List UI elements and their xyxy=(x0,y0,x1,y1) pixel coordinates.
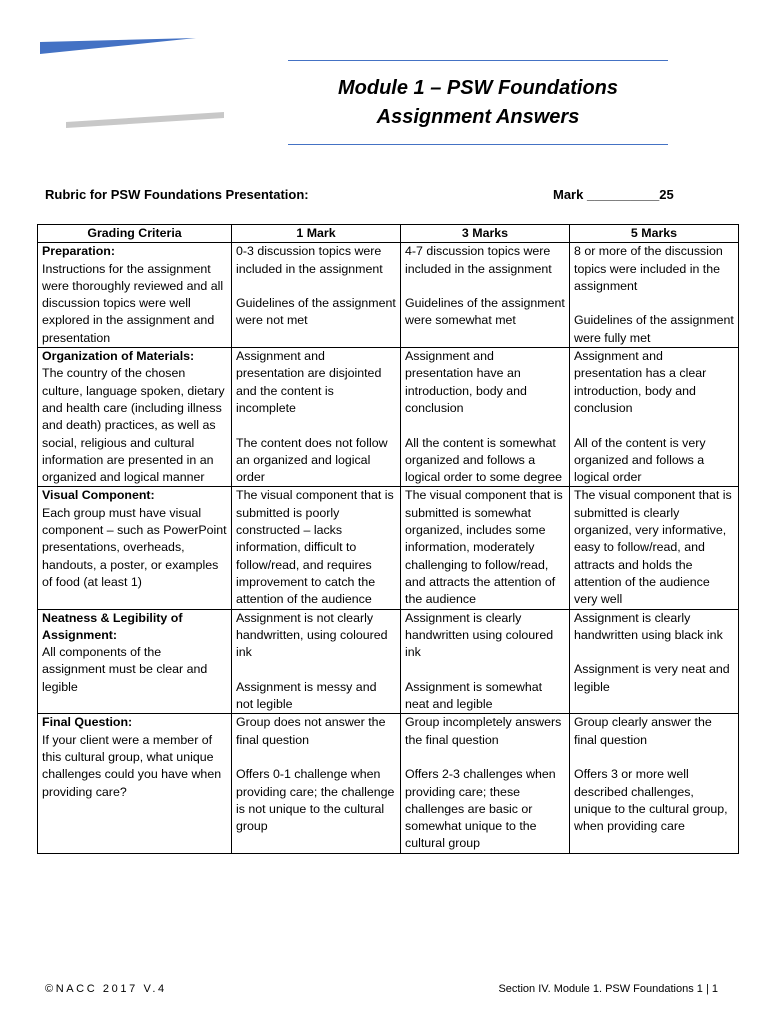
criteria-description: If your client were a member of this cultural group, what unique challenges could you have when providing care? xyxy=(42,732,222,799)
score-5-marks-text: Assignment is very neat and legible xyxy=(574,662,730,694)
criteria-description: The country of the chosen culture, language spoken, dietary and health care (including illness and death) practices, as well as social, religious and cultural information are presented in an organized and logical manner xyxy=(42,366,225,485)
criteria-name: Preparation: xyxy=(42,244,115,259)
paragraph-gap xyxy=(236,278,396,295)
column-header-criteria: Grading Criteria xyxy=(38,225,232,243)
grey-swoosh-decoration xyxy=(66,110,224,130)
score-3-marks-cell xyxy=(401,348,570,487)
score-5-marks-text: Guidelines of the assignment were fully met xyxy=(574,313,734,345)
score-1-mark-cell xyxy=(232,348,401,487)
table-row xyxy=(38,714,739,853)
paragraph-gap xyxy=(574,644,734,661)
paragraph-gap xyxy=(236,661,396,678)
criteria-cell xyxy=(38,348,232,487)
criteria-name: Final Question: xyxy=(42,715,133,730)
score-5-marks-text: Assignment is clearly handwritten using black ink xyxy=(574,610,723,642)
score-3-marks-text: Group incompletely answers the final question xyxy=(405,715,562,747)
column-header-1-mark: 1 Mark xyxy=(232,225,401,243)
score-1-mark-text: Assignment is not clearly handwritten, using coloured ink xyxy=(236,610,388,660)
paragraph-gap xyxy=(236,417,396,434)
criteria-name: Organization of Materials: xyxy=(42,349,195,364)
criteria-description: Instructions for the assignment were thoroughly reviewed and all discussion topics were well explored in the assignment and presentation xyxy=(42,261,224,345)
criteria-description: All components of the assignment must be clear and legible xyxy=(42,645,208,694)
paragraph-gap xyxy=(574,417,734,434)
rubric-table xyxy=(37,224,739,854)
score-5-marks-text: Assignment and presentation has a clear introduction, body and conclusion xyxy=(574,349,707,415)
score-3-marks-text: Guidelines of the assignment were somewhat met xyxy=(405,296,565,328)
criteria-name: Visual Component: xyxy=(42,488,155,503)
score-1-mark-text: Group does not answer the final question xyxy=(236,715,386,747)
score-1-mark-cell xyxy=(232,243,401,348)
rubric-body xyxy=(38,243,739,853)
score-3-marks-text: Offers 2-3 challenges when providing care; these challenges are basic or somewhat unique to the cultural group xyxy=(405,767,556,851)
rubric-header-row xyxy=(38,225,739,243)
paragraph-gap xyxy=(236,749,396,766)
column-header-5-marks: 5 Marks xyxy=(570,225,739,243)
column-header-3-marks: 3 Marks xyxy=(401,225,570,243)
score-5-marks-text: All of the content is very organized and follows a logical order xyxy=(574,435,706,485)
score-3-marks-text: 4-7 discussion topics were included in the assignment xyxy=(405,244,552,276)
paragraph-gap xyxy=(405,278,565,295)
criteria-name: Neatness & Legibility of Assignment: xyxy=(42,610,183,642)
score-1-mark-text: Offers 0-1 challenge when providing care; the challenge is not unique to the cultural group xyxy=(236,767,395,834)
criteria-description: Each group must have visual component – such as PowerPoint presentations, overheads, handouts, a poster, or examples of food (at least 1) xyxy=(42,505,227,589)
score-5-marks-text: Group clearly answer the final question xyxy=(574,715,712,747)
table-row xyxy=(38,487,739,609)
score-1-mark-cell xyxy=(232,609,401,714)
criteria-cell xyxy=(38,609,232,714)
score-5-marks-cell xyxy=(570,487,739,609)
paragraph-gap xyxy=(405,749,565,766)
score-1-mark-text: Assignment and presentation are disjointed and the content is incomplete xyxy=(236,349,382,415)
criteria-cell xyxy=(38,487,232,609)
score-5-marks-cell xyxy=(570,243,739,348)
paragraph-gap xyxy=(405,417,565,434)
criteria-cell xyxy=(38,243,232,348)
score-3-marks-cell xyxy=(401,243,570,348)
score-5-marks-cell xyxy=(570,348,739,487)
mark-field: Mark __________25 xyxy=(553,187,674,202)
score-3-marks-cell xyxy=(401,609,570,714)
score-3-marks-text: The visual component that is submitted is somewhat organized, includes some information, moderately challenging to follow/read, and attracts the attention of the audience xyxy=(405,488,563,607)
criteria-cell xyxy=(38,714,232,853)
score-5-marks-text: 8 or more of the discussion topics were included in the assignment xyxy=(574,244,723,293)
title-rule-top xyxy=(288,60,668,61)
score-5-marks-text: Offers 3 or more well described challenges, unique to the cultural group, when providing care xyxy=(574,767,728,834)
score-1-mark-cell xyxy=(232,487,401,609)
score-1-mark-text: The content does not follow an organized and logical order xyxy=(236,435,388,485)
footer-page-info: Section IV. Module 1. PSW Foundations 1 | 1 xyxy=(498,983,718,995)
score-1-mark-text: Guidelines of the assignment were not met xyxy=(236,296,396,328)
score-1-mark-text: 0-3 discussion topics were included in the assignment xyxy=(236,244,383,276)
score-5-marks-text: The visual component that is submitted is clearly organized, very informative, easy to follow/read, and attracts and holds the attention of the audience very well xyxy=(574,488,732,607)
page-subtitle: Assignment Answers xyxy=(376,106,580,128)
paragraph-gap xyxy=(574,749,734,766)
score-3-marks-cell xyxy=(401,487,570,609)
page-title: Module 1 – PSW Foundations xyxy=(338,77,618,99)
rubric-title: Rubric for PSW Foundations Presentation: xyxy=(45,187,309,202)
score-3-marks-text: Assignment and presentation have an introduction, body and conclusion xyxy=(405,349,527,415)
title-rule-bottom xyxy=(288,144,668,145)
score-3-marks-text: All the content is somewhat organized and follows a logical order to some degree xyxy=(405,435,563,485)
table-row xyxy=(38,348,739,487)
table-row xyxy=(38,243,739,348)
score-5-marks-cell xyxy=(570,609,739,714)
score-5-marks-cell xyxy=(570,714,739,853)
score-1-mark-cell xyxy=(232,714,401,853)
paragraph-gap xyxy=(405,661,565,678)
table-row xyxy=(38,609,739,714)
score-3-marks-text: Assignment is clearly handwritten using coloured ink xyxy=(405,610,554,660)
score-3-marks-cell xyxy=(401,714,570,853)
score-1-mark-text: Assignment is messy and not legible xyxy=(236,679,377,712)
paragraph-gap xyxy=(574,295,734,312)
score-3-marks-text: Assignment is somewhat neat and legible xyxy=(405,679,543,712)
blue-banner-decoration xyxy=(40,38,196,54)
footer-copyright: ©NACC 2017 V.4 xyxy=(45,983,167,995)
score-1-mark-text: The visual component that is submitted is poorly constructed – lacks information, difficult to follow/read, and requires improvement to catch the attention of the audience xyxy=(236,488,394,607)
